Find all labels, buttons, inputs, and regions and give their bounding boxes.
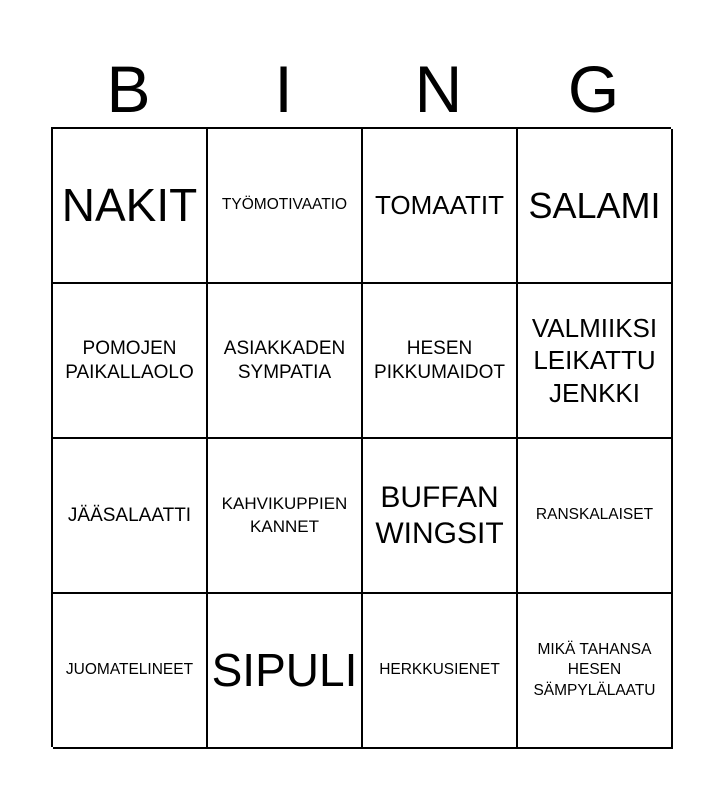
bingo-cell[interactable] <box>518 439 673 594</box>
bingo-board <box>51 127 671 747</box>
cell-text: ASIAKKADEN SYMPATIA <box>223 337 346 383</box>
bingo-cell[interactable] <box>208 439 363 594</box>
bingo-cell[interactable] <box>518 129 673 284</box>
cell-text: JUOMATELINEET <box>65 661 194 679</box>
bingo-cell[interactable] <box>363 439 518 594</box>
cell-text: SIPULI <box>211 644 358 697</box>
cell-text: POMOJEN PAIKALLAOLO <box>65 337 194 383</box>
bingo-cell[interactable] <box>53 129 208 284</box>
cell-text: TOMAATIT <box>374 190 505 221</box>
bingo-cell[interactable] <box>208 594 363 749</box>
bingo-cell[interactable] <box>518 284 673 439</box>
bingo-cell[interactable] <box>363 284 518 439</box>
header-letter-b: B <box>106 52 151 126</box>
cell-text: TYÖMOTIVAATIO <box>221 196 348 214</box>
bingo-cell[interactable] <box>208 129 363 284</box>
cell-text: VALMIIKSI LEIKATTU JENKKI <box>531 312 658 408</box>
header-letter-i: I <box>274 52 293 126</box>
cell-text: SALAMI <box>528 184 661 226</box>
cell-text: HERKKUSIENET <box>379 661 500 679</box>
bingo-cell[interactable] <box>363 129 518 284</box>
cell-text: KAHVIKUPPIEN KANNET <box>221 494 348 536</box>
bingo-cell[interactable] <box>53 439 208 594</box>
bingo-cell[interactable] <box>53 284 208 439</box>
cell-text: MIKÄ TAHANSA HESEN SÄMPYLÄLAATU <box>533 641 656 699</box>
bingo-cell[interactable] <box>518 594 673 749</box>
cell-text: NAKIT <box>61 179 198 232</box>
cell-text: RANSKALAISET <box>535 506 654 524</box>
bingo-header <box>51 50 671 128</box>
bingo-cell[interactable] <box>363 594 518 749</box>
header-letter-g: G <box>567 52 620 126</box>
cell-text: HESEN PIKKUMAIDOT <box>374 337 505 383</box>
cell-text: BUFFAN WINGSIT <box>375 480 504 550</box>
bingo-cell[interactable] <box>208 284 363 439</box>
cell-text: JÄÄSALAATTI <box>67 504 192 526</box>
bingo-cell[interactable] <box>53 594 208 749</box>
header-letter-n: N <box>414 52 463 126</box>
